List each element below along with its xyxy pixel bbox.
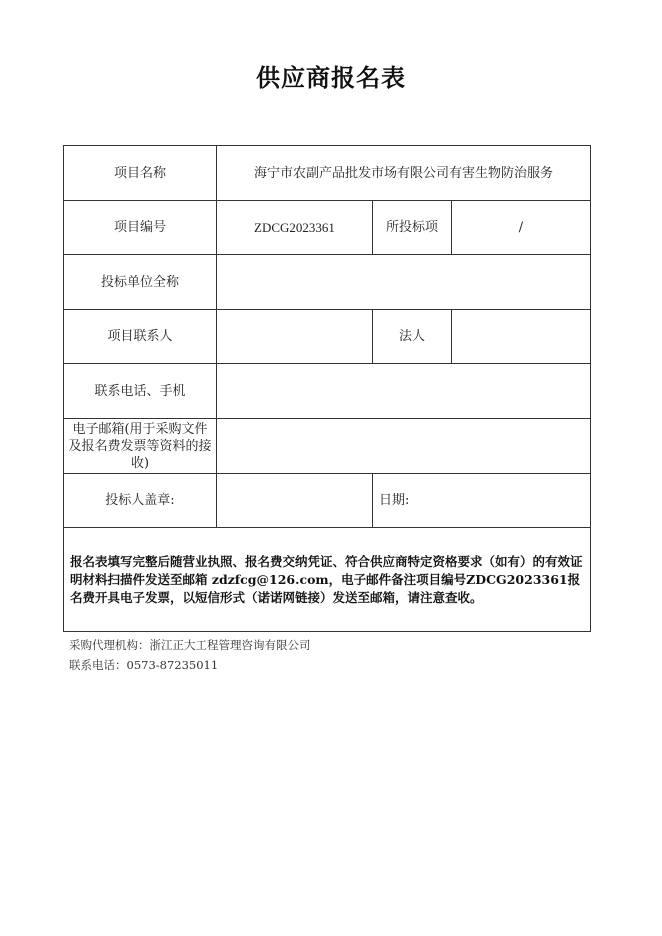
bidder-name-label: 投标单位全称 xyxy=(64,255,217,310)
email-field[interactable] xyxy=(217,419,591,474)
legal-rep-label: 法人 xyxy=(373,310,452,364)
project-number-value[interactable]: ZDCG2023361 xyxy=(217,201,373,255)
bidder-name-field[interactable] xyxy=(217,255,591,310)
row-project-name xyxy=(64,146,591,201)
row-contact xyxy=(64,310,591,364)
row-phone xyxy=(64,364,591,419)
row-bidder-name xyxy=(64,255,591,310)
bid-item-value[interactable]: / xyxy=(452,201,591,255)
seal-label: 投标人盖章: xyxy=(64,474,217,528)
agency-info: 采购代理机构：浙江正大工程管理咨询有限公司 xyxy=(69,638,311,652)
phone-label: 联系电话、手机 xyxy=(64,364,217,419)
project-name-label: 项目名称 xyxy=(64,146,217,201)
legal-rep-field[interactable] xyxy=(452,310,591,364)
project-name-value[interactable]: 海宁市农副产品批发市场有限公司有害生物防治服务 xyxy=(217,146,591,201)
contact-label: 项目联系人 xyxy=(64,310,217,364)
project-number-label: 项目编号 xyxy=(64,201,217,255)
page-title: 供应商报名表 xyxy=(256,63,406,92)
bid-item-label: 所投标项 xyxy=(373,201,452,255)
registration-form xyxy=(63,145,591,632)
row-seal xyxy=(64,474,591,528)
date-label[interactable]: 日期: xyxy=(373,474,591,528)
phone-field[interactable] xyxy=(217,364,591,419)
agency-phone: 联系电话：0573-87235011 xyxy=(69,658,219,672)
seal-field[interactable] xyxy=(217,474,373,528)
contact-field[interactable] xyxy=(217,310,373,364)
row-note xyxy=(64,528,591,632)
email-label: 电子邮箱(用于采购文件及报名费发票等资料的接收) xyxy=(64,419,217,474)
row-project-number xyxy=(64,201,591,255)
submission-note: 报名表填写完整后随营业执照、报名费交纳凭证、符合供应商特定资格要求（如有）的有效证明材料扫描件发送至邮箱 zdzfcg@126.com，电子邮件备注项目编号ZDCG2023361报名费开具电子发票，以短信形式（诺诺网链接）发送至邮箱，请注意查收。 xyxy=(64,528,591,632)
row-email xyxy=(64,419,591,474)
